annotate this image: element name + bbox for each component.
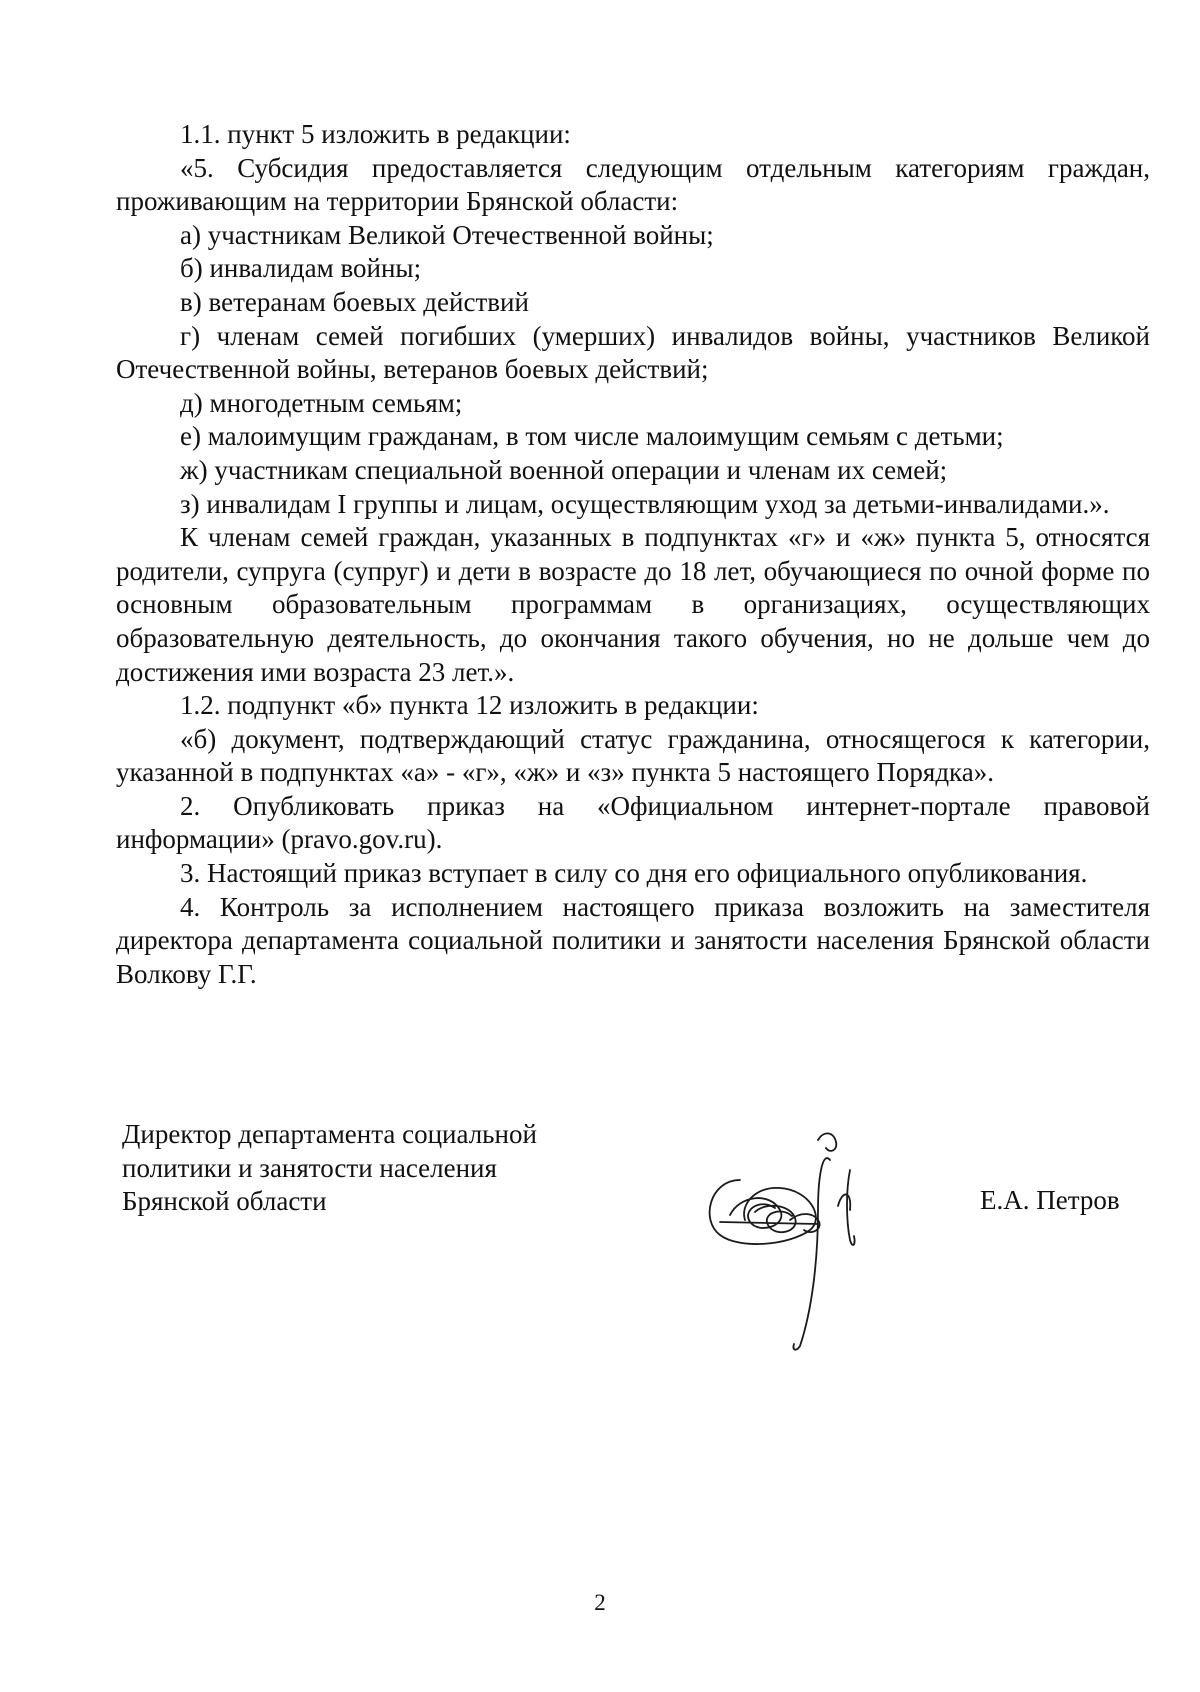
document-body <box>116 118 1150 991</box>
paragraph-3-effect: 3. Настоящий приказ вступает в силу со дня его официального опубликования. <box>180 858 1088 889</box>
list-item-d: д) многодетным семьям; <box>180 387 463 418</box>
paragraph-family-members: К членам семей граждан, указанных в подпунктах «г» и «ж» пункта 5, относятся родители, супруга (супруг) и дети в возрасте до 18 лет, обучающиеся по очной форме по основным образовательным программам в организациях, осуществляющих образовательную деятельность, до окончания такого обучения, но не дольше чем до достижения ими возраста 23 лет.». <box>116 522 1150 687</box>
signatory-position <box>122 1118 602 1219</box>
signatory-position-line: политики и занятости населения <box>122 1152 497 1183</box>
list-item-a: а) участникам Великой Отечественной войны; <box>180 219 714 250</box>
list-item-b: б) инвалидам войны; <box>180 253 422 284</box>
signatory-name: Е.А. Петров <box>980 1185 1120 1215</box>
paragraph-item-5: «5. Субсидия предоставляется следующим отдельным категориям граждан, проживающим на территории Брянской области: <box>116 152 1150 217</box>
list-item-e: е) малоимущим гражданам, в том числе малоимущим семьям с детьми; <box>180 421 1004 452</box>
list-item-v: в) ветеранам боевых действий <box>180 286 529 317</box>
paragraph-document-b: «б) документ, подтверждающий статус гражданина, относящегося к категории, указанной в подпунктах «а» - «г», «ж» и «з» пункта 5 настоящего Порядка». <box>116 723 1150 788</box>
signatory-position-line: Директор департамента социальной <box>122 1119 537 1149</box>
paragraph-2-publish: 2. Опубликовать приказ на «Официальном интернет-портале правовой информации» (pravo.gov.ru). <box>116 790 1150 855</box>
signatory-position-line: Брянской области <box>122 1186 327 1217</box>
handwritten-signature <box>700 1120 910 1360</box>
paragraph-1-1: 1.1. пункт 5 изложить в редакции: <box>180 119 571 149</box>
paragraph-4-control: 4. Контроль за исполнением настоящего приказа возложить на заместителя директора департамента социальной политики и занятости населения Брянской области Волкову Г.Г. <box>116 891 1150 989</box>
list-item-zh: ж) участникам специальной военной операции и членам их семей; <box>180 454 948 485</box>
page-number: 2 <box>594 1590 606 1615</box>
list-item-z: з) инвалидам I группы и лицам, осуществляющим уход за детьми-инвалидами.». <box>180 488 1110 519</box>
list-item-g: г) членам семей погибших (умерших) инвалидов войны, участников Великой Отечественной войны, ветеранов боевых действий; <box>116 320 1150 385</box>
paragraph-1-2: 1.2. подпункт «б» пункта 12 изложить в редакции: <box>180 690 759 721</box>
